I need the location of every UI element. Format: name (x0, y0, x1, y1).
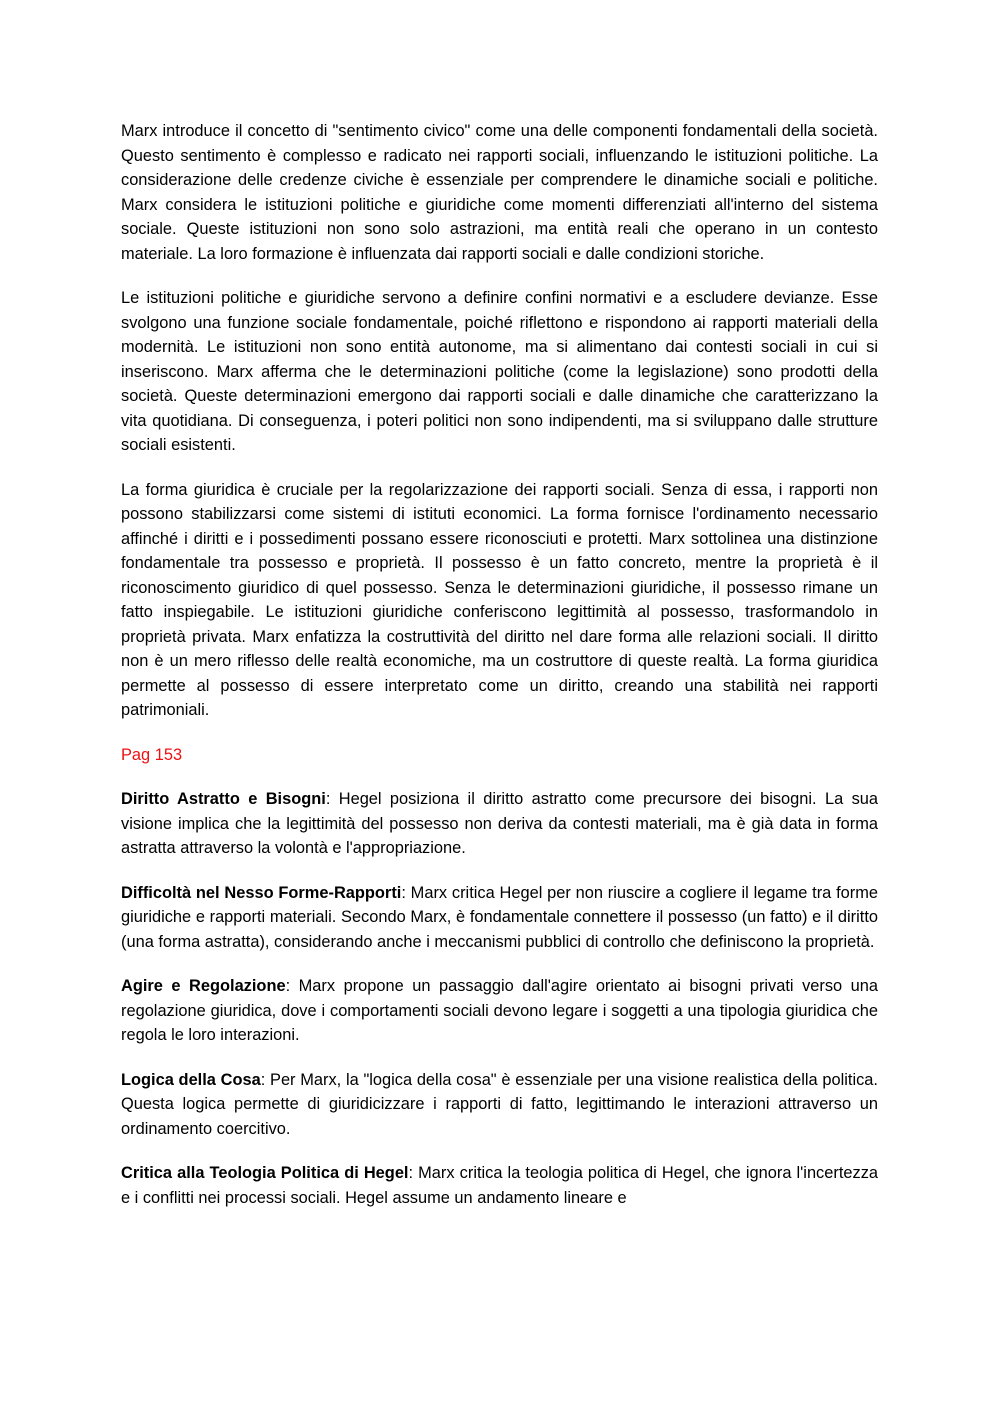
paragraph-istituzioni: Le istituzioni politiche e giuridiche servono a definire confini normativi e a escludere devianze. Esse svolgono una funzione sociale fondamentale, poiché riflettono e rispondono ai rapporti materiali della modernità. Le istituzioni non sono entità autonome, ma si alimentano dai contesti sociali in cui si inseriscono. Marx afferma che le determinazioni politiche (come la legislazione) sono prodotti della società. Queste determinazioni emergono dai rapporti sociali e dalle dinamiche che caratterizzano la vita quotidiana. Di conseguenza, i poteri politici non sono indipendenti, ma si sviluppano dalle strutture sociali esistenti. (121, 289, 878, 454)
definition-term: Logica della Cosa (121, 1070, 261, 1089)
definition-logica-cosa (121, 1068, 878, 1142)
document-page (121, 119, 878, 1230)
definition-text: : Hegel posiziona il diritto astratto come precursore dei bisogni. La sua visione implica che la legittimità del possesso non deriva da contesti materiali, ma è già data in forma astratta attraverso la volontà e l'appropriazione. (121, 790, 878, 857)
paragraph-forma-giuridica: La forma giuridica è cruciale per la regolarizzazione dei rapporti sociali. Senza di essa, i rapporti non possono stabilizzarsi come sistemi di istituti economici. La forma fornisce l'ordinamento necessario affinché i diritti e i possedimenti possano essere riconosciuti e protetti. Marx sottolinea una distinzione fondamentale tra possesso e proprietà. Il possesso è un fatto concreto, mentre la proprietà è il riconoscimento giuridico di quel possesso. Senza le determinazioni giuridiche, il possesso rimane un fatto inspiegabile. Le istituzioni giuridiche conferiscono legittimità al possesso, trasformandolo in proprietà privata. Marx enfatizza la costruttività del diritto nel dare forma alle relazioni sociali. Il diritto non è un mero riflesso delle realtà economiche, ma un costruttore di queste realtà. La forma giuridica permette al possesso di essere interpretato come un diritto, creando una stabilità nei rapporti patrimoniali. (121, 480, 878, 719)
definition-teologia-politica (121, 1161, 878, 1210)
definition-term: Critica alla Teologia Politica di Hegel (121, 1164, 409, 1182)
definition-term: Agire e Regolazione (121, 977, 286, 995)
definition-text: : Marx critica la teologia politica di Hegel, che ignora l'incertezza e i conflitti nei processi sociali. Hegel assume un andamento lineare e (121, 1164, 879, 1207)
definition-term: Difficoltà nel Nesso Forme-Rapporti (121, 883, 402, 902)
definition-agire-regolazione (121, 974, 878, 1048)
definition-text: : Marx critica Hegel per non riuscire a cogliere il legame tra forme giuridiche e rapporti materiali. Secondo Marx, è fondamentale connettere il possesso (un fatto) e il diritto (una forma astratta), considerando anche i meccanismi pubblici di controllo che definiscono la proprietà. (121, 883, 878, 951)
definition-diritto-astratto (121, 787, 878, 861)
definition-term: Diritto Astratto e Bisogni (121, 790, 326, 808)
definition-nesso-forme-rapporti (121, 881, 878, 955)
definition-text: : Marx propone un passaggio dall'agire orientato ai bisogni privati verso una regolazione giuridica, dove i comportamenti sociali devono legare i soggetti a una tipologia giuridica che regola le loro interazioni. (121, 977, 879, 1044)
page-reference: Pag 153 (121, 745, 183, 764)
paragraph-sentimento-civico: Marx introduce il concetto di "sentimento civico" come una delle componenti fondamentali della società. Questo sentimento è complesso e radicato nei rapporti sociali, influenzando le istituzioni politiche. La considerazione delle credenze civiche è essenziale per comprendere le dinamiche sociali e politiche. Marx considera le istituzioni politiche e giuridiche come momenti differenziati all'interno del sistema sociale. Queste istituzioni non sono solo astrazioni, ma entità reali che operano in un contesto materiale. La loro formazione è influenzata dai rapporti sociali e dalle condizioni storiche. (121, 122, 878, 263)
definition-text: : Per Marx, la "logica della cosa" è essenziale per una visione realistica della politica. Questa logica permette di giuridicizzare i rapporti di fatto, legittimando le interazioni attraverso un ordinamento coercitivo. (121, 1070, 878, 1138)
